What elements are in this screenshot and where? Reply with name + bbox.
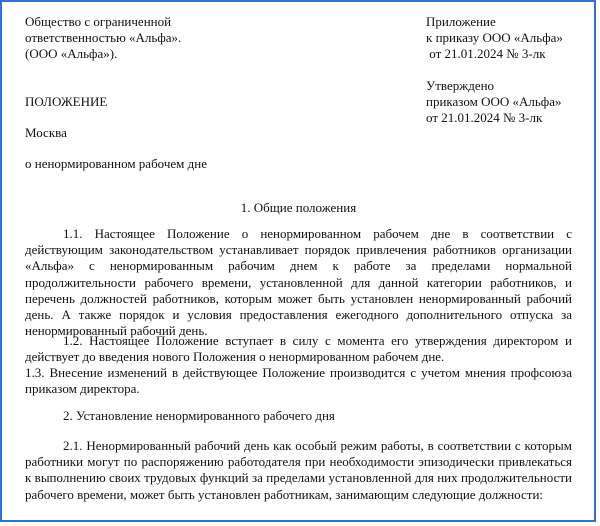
- paragraph-1-2: 1.2. Настоящее Положение вступает в силу с момента его утверждения директором и действует до введения нового Положения о ненормированном рабочем дне.: [25, 333, 572, 365]
- appendix-line-3: от 21.01.2024 № 3-лк: [426, 46, 546, 61]
- paragraph-2-1: 2.1. Ненормированный рабочий день как особый режим работы, в соответствии с которым работники могут по распоряжению работодателя при необходимости эпизодически привлекаться к выполнению своих трудовых функций за пределами установленной для них продолжительности рабочего времени, может быть установлен работникам, занимающим следующие должности:: [25, 438, 572, 502]
- section-2-heading: 2. Установление ненормированного рабочего дня: [63, 408, 335, 423]
- paragraph-1-1: 1.1. Настоящее Положение о ненормированном рабочем дне в соответствии с действующим законодательством устанавливает порядок привлечения работников организации «Альфа» с ненормированным рабочим днем к работе за пределами нормальной продолжительности рабочего времени, установленной для данной категории работников, и перечень должностей работников, которым может быть установлен ненормированный рабочий день. А также порядок и условия предоставления ежегодного дополнительного отпуска за ненормированный рабочий день.: [25, 226, 572, 339]
- approved-line-3: от 21.01.2024 № 3-лк: [426, 110, 543, 125]
- paragraph-1-3: 1.3. Внесение изменений в действующее Положение производится с учетом мнения профсоюза приказом директора.: [25, 365, 572, 397]
- document-subject: о ненормированном рабочем дне: [25, 156, 207, 171]
- appendix-line-2: к приказу ООО «Альфа»: [426, 30, 563, 45]
- approved-line-1: Утверждено: [426, 78, 495, 93]
- org-line-1: Общество с ограниченной: [25, 14, 172, 29]
- section-1-heading: 1. Общие положения: [240, 200, 357, 215]
- appendix-line-1: Приложение: [426, 14, 496, 29]
- document-title: ПОЛОЖЕНИЕ: [25, 94, 108, 109]
- document-city: Москва: [25, 125, 67, 140]
- approved-line-2: приказом ООО «Альфа»: [426, 94, 562, 109]
- org-line-3: (ООО «Альфа»).: [25, 46, 118, 61]
- org-line-2: ответственностью «Альфа».: [25, 30, 182, 45]
